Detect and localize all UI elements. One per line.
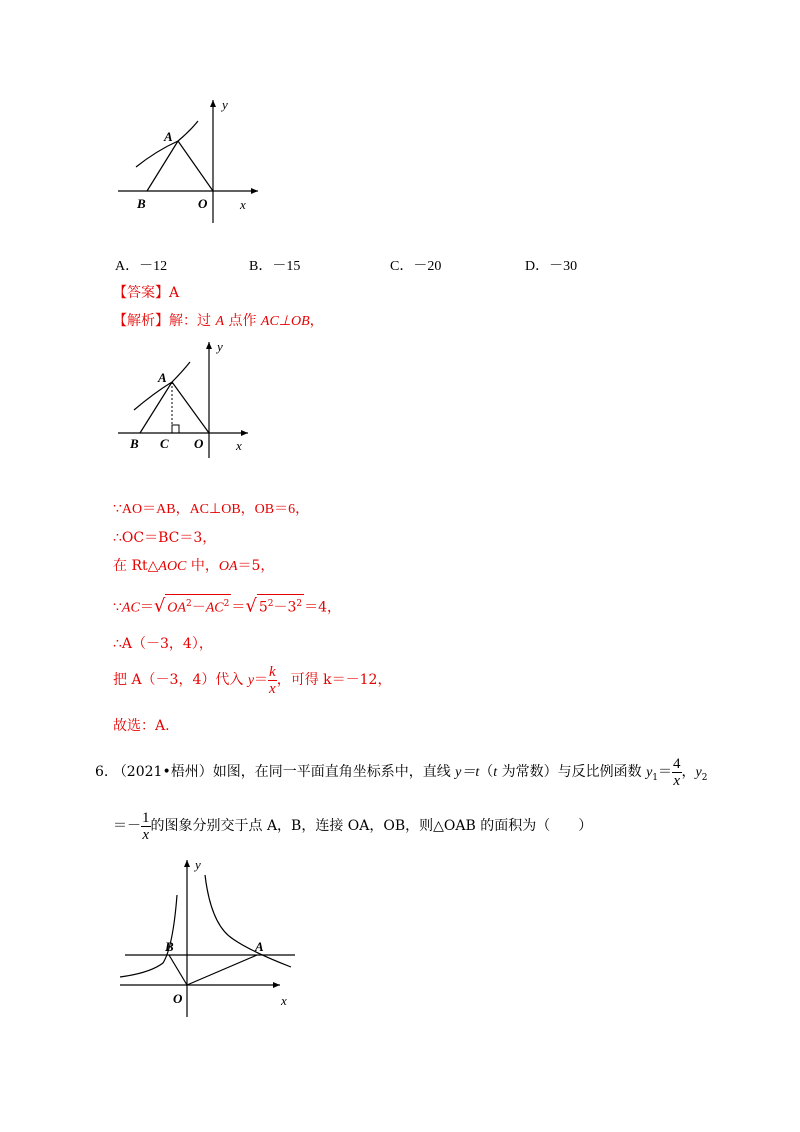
analysis-intro-perp: AC⊥OB xyxy=(260,314,310,329)
fig3-label-b: B xyxy=(165,939,174,954)
figure-3 xyxy=(115,855,300,1020)
radicand-2-five: 5 xyxy=(258,599,268,616)
answer-tag: 【答案】 xyxy=(113,285,169,301)
question-6-y1-sub: 1 xyxy=(652,772,659,783)
radicand-1-oa: OA xyxy=(167,600,186,616)
fraction-4-over-x xyxy=(672,756,682,789)
step-6-end: ，可得 k＝－12， xyxy=(276,672,392,688)
step-3-prefix: 在 Rt△ xyxy=(113,558,159,574)
fraction-4-x: x xyxy=(673,772,681,789)
radicand-1: $OA^2-AC^2$ xyxy=(165,594,231,618)
fig3-label-o: O xyxy=(173,991,183,1006)
radicand-2-minus: － xyxy=(273,599,288,616)
fraction-4: 4 xyxy=(673,755,681,772)
step-3-end: ＝5， xyxy=(237,558,275,574)
question-6-y2-eq: ＝－ xyxy=(113,818,141,834)
analysis-tag: 【解析】 xyxy=(113,313,169,329)
fig2-label-a: A xyxy=(158,370,167,385)
step-1: ∵AO＝AB，AC⊥OB，OB＝6， xyxy=(113,502,310,517)
fraction-x: x xyxy=(269,680,276,697)
question-6-y2-sub: 2 xyxy=(701,772,708,783)
question-6-source: （2021•梧州）如图，在同一平面直角坐标系中，直线 xyxy=(112,764,456,780)
option-c: C．－20 xyxy=(390,259,442,274)
question-6-comma: ， xyxy=(681,764,696,780)
answer-value: A xyxy=(169,285,180,301)
step-4-eq: ＝ xyxy=(139,599,154,616)
fig3-label-a: A xyxy=(255,939,264,954)
question-6-y2: y xyxy=(695,765,702,780)
radicand-2: $5^2-3^2$ xyxy=(257,594,304,617)
analysis-intro-mid: 点作 xyxy=(224,313,261,329)
fig2-label-o: O xyxy=(194,436,204,451)
fig2-label-c: C xyxy=(160,436,169,451)
option-a: A．－12 xyxy=(115,259,168,274)
step-2: ∴OC＝BC＝3， xyxy=(113,530,217,546)
analysis-intro-end: ， xyxy=(309,313,324,329)
step-4 xyxy=(113,594,341,621)
analysis-intro-point: A xyxy=(215,314,225,329)
step-6-prefix: 把 A（－3，4）代入 xyxy=(113,672,248,688)
radicand-1-ac: AC xyxy=(205,600,224,616)
question-6-paren-t: t xyxy=(493,765,498,780)
answer-line xyxy=(113,283,179,303)
step-3 xyxy=(113,556,274,577)
fraction-1-over-x xyxy=(141,810,151,843)
question-6-line-2 xyxy=(113,808,592,844)
question-6-text: 的图象分别交于点 A，B，连接 OA，OB，则△OAB 的面积为（ ） xyxy=(150,818,593,834)
fig1-label-o: O xyxy=(198,196,208,211)
step-7: 故选：A. xyxy=(113,718,170,734)
step-6 xyxy=(113,662,391,699)
step-6-y: y xyxy=(247,673,255,688)
radicand-2-three: 3 xyxy=(287,599,297,616)
step-3-mid: 中， xyxy=(186,558,219,574)
fig3-label-y: y xyxy=(195,857,201,872)
analysis-intro-prefix: 解：过 xyxy=(169,313,216,329)
step-4-prefix: ∵ xyxy=(113,599,122,616)
question-6-y1-eq: ＝ xyxy=(658,764,673,780)
fig3-label-x: x xyxy=(281,993,287,1008)
radical-sign-1: √ xyxy=(153,595,166,617)
radical-sign-2: √ xyxy=(245,595,257,617)
question-6-y1: y xyxy=(646,765,653,780)
figure-2 xyxy=(110,338,260,458)
step-3-oa: OA xyxy=(218,559,238,574)
question-6-paren-rest: 为常数）与反比例函数 xyxy=(497,764,647,780)
question-6-paren: （ xyxy=(479,764,494,780)
fraction-1-x: x xyxy=(142,826,150,843)
fraction-k-over-x xyxy=(268,664,277,697)
fig1-label-a: A xyxy=(164,129,173,144)
fig2-label-y: y xyxy=(217,339,223,354)
option-b: B．－15 xyxy=(249,259,301,274)
analysis-line xyxy=(113,311,324,332)
fig1-label-b: B xyxy=(137,196,146,211)
radicand-1-minus: － xyxy=(191,599,206,616)
step-3-triangle: AOC xyxy=(158,559,187,574)
fraction-1: 1 xyxy=(142,809,150,826)
fig2-label-b: B xyxy=(130,436,139,451)
option-d: D．－30 xyxy=(525,259,578,274)
question-6-number: 6. xyxy=(95,764,109,780)
question-6-line-expr: y＝t xyxy=(455,765,480,780)
figure-1 xyxy=(110,95,270,225)
fig2-label-x: x xyxy=(236,438,242,453)
question-6-line-1 xyxy=(95,754,707,796)
step-4-end: ＝4， xyxy=(304,599,342,616)
fraction-k: k xyxy=(269,663,276,680)
step-5: ∴A（－3，4）， xyxy=(113,636,213,652)
fig1-label-x: x xyxy=(240,197,246,212)
step-4-eq2: ＝ xyxy=(231,599,246,616)
step-6-eq: ＝ xyxy=(254,672,269,688)
step-4-ac: AC xyxy=(121,600,140,616)
fig1-label-y: y xyxy=(222,97,228,112)
